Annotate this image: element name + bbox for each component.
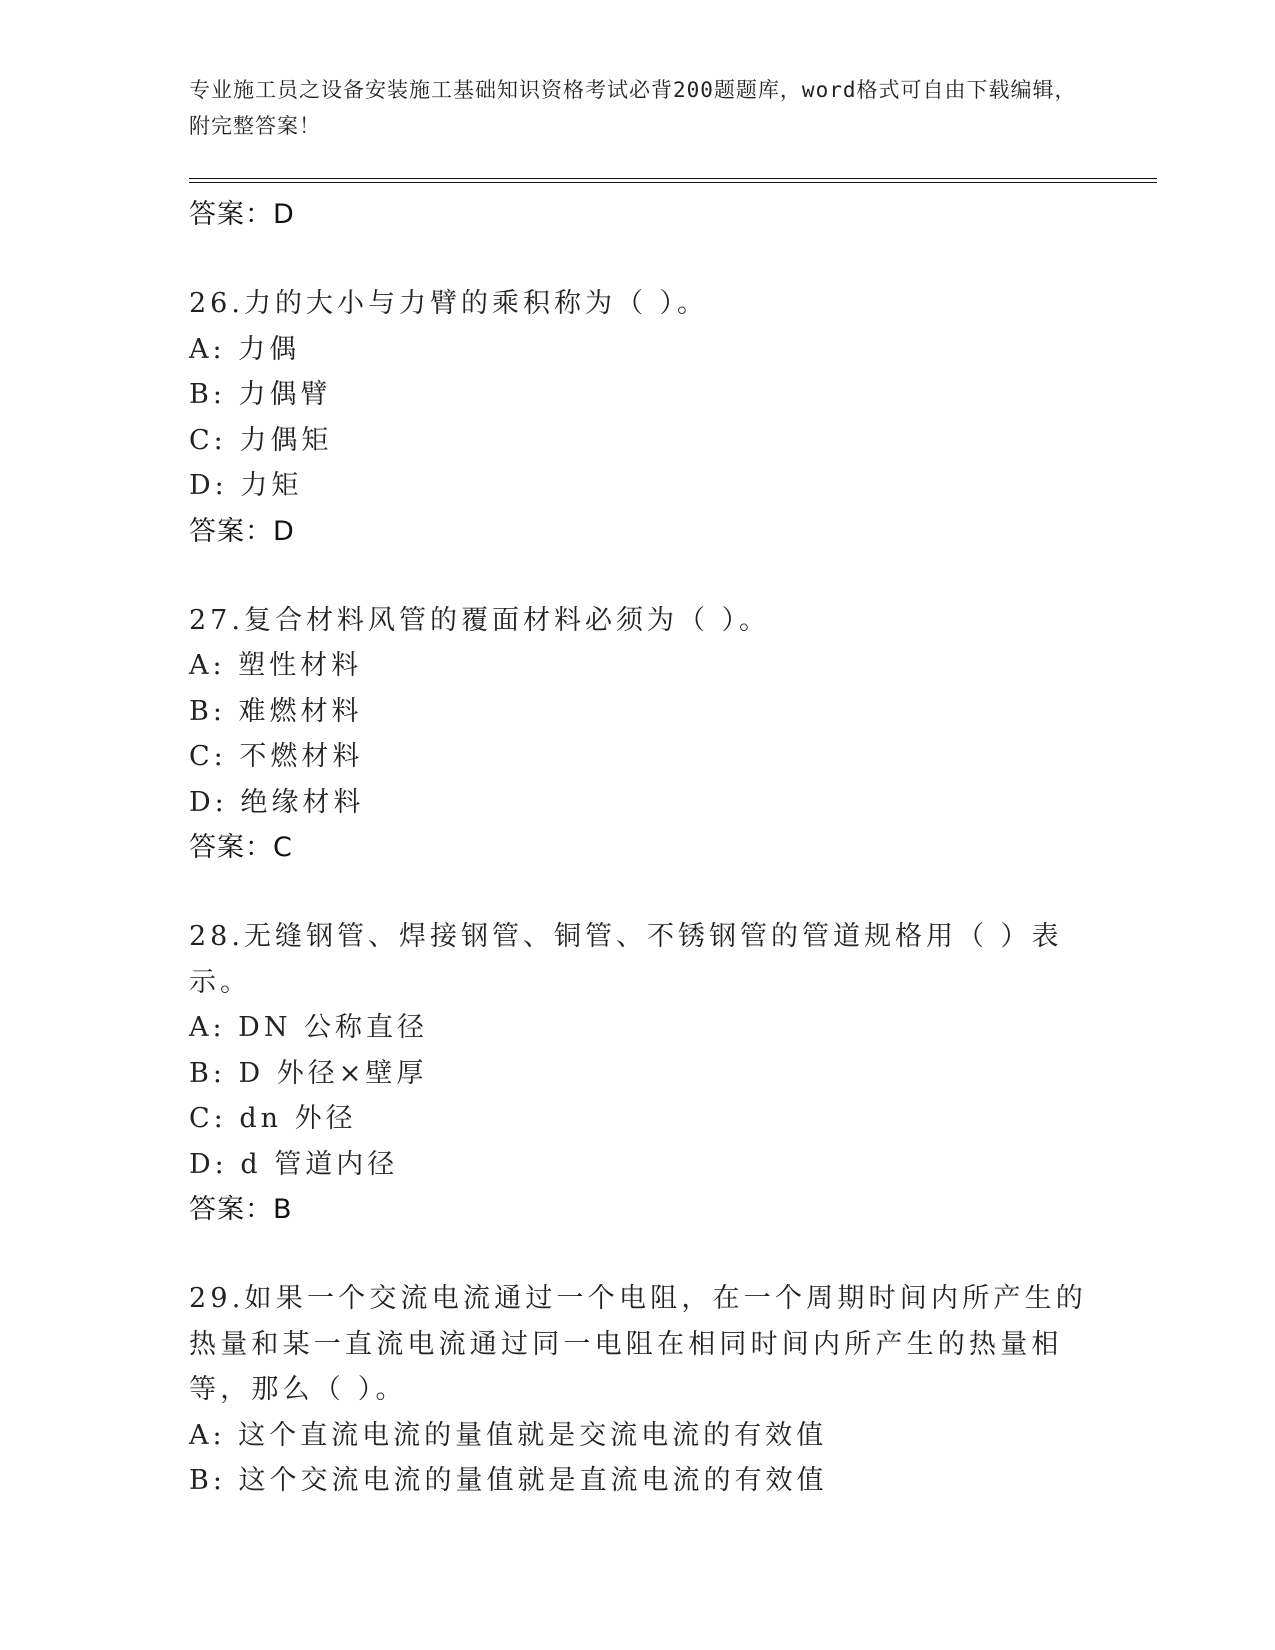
question-29 xyxy=(189,1276,1109,1504)
question-26 xyxy=(189,281,1109,555)
option-d: D: 力矩 xyxy=(189,470,303,501)
option-a: A: 塑性材料 xyxy=(189,650,363,681)
header-divider xyxy=(189,178,1157,183)
answer-line: 答案：C xyxy=(189,832,293,863)
question-stem: 26.力的大小与力臂的乘积称为（ ）。 xyxy=(189,288,709,319)
option-c: C: 不燃材料 xyxy=(189,741,364,772)
question-stem: 28.无缝钢管、焊接钢管、铜管、不锈钢管的管道规格用（ ）表示。 xyxy=(189,921,1063,998)
question-stem: 29.如果一个交流电流通过一个电阻，在一个周期时间内所产生的热量和某一直流电流通过同一电阻在相同时间内所产生的热量相等，那么（ ）。 xyxy=(189,1283,1087,1405)
option-b: B: 力偶臂 xyxy=(189,379,332,410)
answer-line: 答案：D xyxy=(189,515,295,547)
option-b: B: D 外径×壁厚 xyxy=(189,1057,428,1089)
question-28 xyxy=(189,914,1109,1233)
option-a: A: DN 公称直径 xyxy=(189,1012,429,1043)
option-d: D: 绝缘材料 xyxy=(189,786,365,818)
option-c: C: 力偶矩 xyxy=(189,424,333,456)
document-header: 专业施工员之设备安装施工基础知识资格考试必背200题题库，word格式可自由下载编辑，附完整答案！ xyxy=(189,78,1077,138)
option-b: B: 这个交流电流的量值就是直流电流的有效值 xyxy=(189,1465,828,1496)
answer-line-25: 答案：D xyxy=(189,199,295,230)
option-c: C: dn 外径 xyxy=(189,1103,357,1134)
option-b: B: 难燃材料 xyxy=(189,695,363,727)
option-d: D: d 管道内径 xyxy=(189,1148,399,1180)
option-a: A: 这个直流电流的量值就是交流电流的有效值 xyxy=(189,1419,828,1451)
option-a: A: 力偶 xyxy=(189,333,301,365)
answer-line: 答案：B xyxy=(189,1194,293,1225)
question-stem: 27.复合材料风管的覆面材料必须为（ ）。 xyxy=(189,604,771,636)
question-27 xyxy=(189,598,1109,872)
question-list xyxy=(189,192,1109,1504)
